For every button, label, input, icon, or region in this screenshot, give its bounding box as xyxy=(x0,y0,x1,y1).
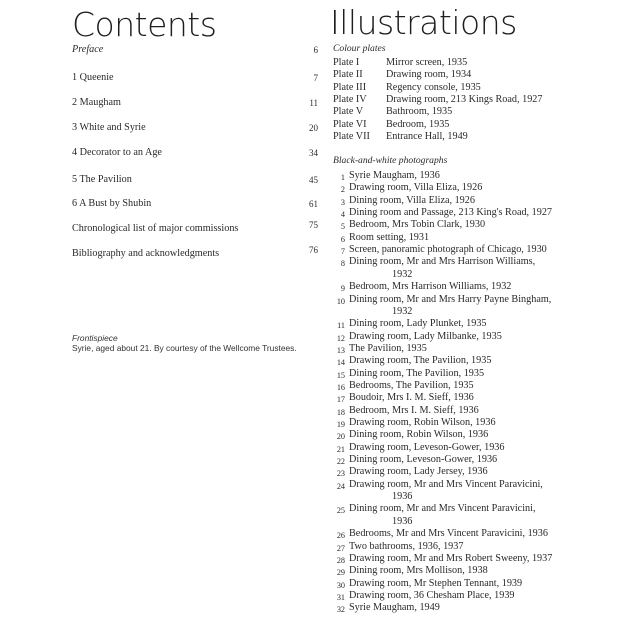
contents-entry-label: 3 White and Syrie xyxy=(72,122,146,133)
photo-caption: Boudoir, Mrs I. M. Sieff, 1936 xyxy=(349,392,474,404)
photo-caption: Two bathrooms, 1936, 1937 xyxy=(349,540,464,552)
photo-caption: Drawing room, Robin Wilson, 1936 xyxy=(349,417,496,428)
photo-number: 26 xyxy=(336,531,345,541)
photo-caption: Dining room, The Pavilion, 1935 xyxy=(349,367,485,379)
frontispiece-note xyxy=(72,333,322,353)
photo-caption: Bedroom, Mrs I. M. Sieff, 1936 xyxy=(349,404,479,416)
photo-caption-continued: 1932 xyxy=(392,305,413,317)
frontispiece-text: Syrie, aged about 21. By courtesy of the Wellcome Trustees. xyxy=(72,343,297,353)
photo-caption: Dining room, Lady Plunket, 1935 xyxy=(349,318,487,330)
plate-caption: Entrance Hall, 1949 xyxy=(386,130,468,142)
photo-number: 25 xyxy=(336,506,345,516)
photo-caption: Drawing room, Lady Milbanke, 1935 xyxy=(349,330,502,342)
photo-caption: Bedroom, Mrs Harrison Williams, 1932 xyxy=(349,281,512,293)
photo-number: 21 xyxy=(336,444,345,454)
plate-caption: Bedroom, 1935 xyxy=(386,118,450,130)
contents-entry-page: 6 xyxy=(313,45,318,55)
photo-caption: Dining room, Villa Eliza, 1926 xyxy=(349,194,475,206)
photo-number: 23 xyxy=(336,469,345,479)
photo-number: 11 xyxy=(337,321,345,331)
contents-entry-page: 7 xyxy=(313,73,318,83)
photo-caption: Drawing room, Mr and Mrs Vincent Paravicini, xyxy=(349,478,543,490)
plate-number: Plate VI xyxy=(333,118,367,130)
contents-entry-page: 45 xyxy=(309,175,318,185)
photo-number: 30 xyxy=(336,580,345,590)
photo-number: 10 xyxy=(336,296,345,306)
plate-number: Plate VII xyxy=(333,130,370,142)
photo-caption: Drawing room, Mr and Mrs Robert Sweeny, 1937 xyxy=(349,552,553,564)
illustrations-heading: Illustrations xyxy=(330,3,517,42)
contents-entry-label: 5 The Pavilion xyxy=(72,174,132,185)
contents-entry-page: 20 xyxy=(309,123,318,133)
photo-number: 27 xyxy=(336,543,345,553)
photo-caption: Dining room, Leveson-Gower, 1936 xyxy=(349,454,498,466)
photo-caption: Drawing room, Lady Jersey, 1936 xyxy=(349,466,488,478)
photo-number: 24 xyxy=(336,481,345,491)
contents-entry-label: Preface xyxy=(72,44,104,55)
photo-number: 1 xyxy=(340,173,345,182)
photo-number: 31 xyxy=(336,592,345,602)
photo-caption-continued: 1936 xyxy=(392,515,413,527)
photo-number: 19 xyxy=(336,420,345,429)
photo-caption: Drawing room, Mr Stephen Tennant, 1939 xyxy=(349,577,523,589)
bw-photographs-heading: Black-and-white photographs xyxy=(333,155,448,166)
photo-caption: Bedrooms, Mr and Mrs Vincent Paravicini, 1936 xyxy=(349,528,548,540)
photo-caption: Dining room, Mr and Mrs Harrison Williams, xyxy=(349,256,536,268)
contents-entry-page: 75 xyxy=(309,220,318,230)
plate-caption: Bathroom, 1935 xyxy=(386,106,453,118)
photo-caption: Dining room, Mr and Mrs Harry Payne Bingham, xyxy=(349,293,552,305)
photo-caption-continued: 1932 xyxy=(392,268,413,280)
photo-number: 18 xyxy=(336,407,345,417)
photo-number: 22 xyxy=(336,457,345,467)
contents-entry-page: 61 xyxy=(309,199,318,209)
photo-caption: Screen, panoramic photograph of Chicago, 1930 xyxy=(349,244,547,256)
plate-number: Plate IV xyxy=(333,93,367,105)
plate-number: Plate II xyxy=(333,69,363,81)
photo-number: 8 xyxy=(340,259,345,269)
contents-entry-page: 34 xyxy=(309,148,318,158)
photo-caption: Dining room, Mr and Mrs Vincent Paravicini, xyxy=(349,503,536,515)
frontispiece-label: Frontispiece xyxy=(72,333,118,343)
photo-number: 2 xyxy=(340,185,345,195)
photo-number: 12 xyxy=(336,333,345,343)
photo-caption: Syrie Maugham, 1949 xyxy=(349,602,440,614)
contents-entry-page: 76 xyxy=(309,245,318,255)
photo-caption: Dining room, Mrs Mollison, 1938 xyxy=(349,565,488,577)
plate-number: Plate III xyxy=(333,81,367,93)
photo-caption: Drawing room, Villa Eliza, 1926 xyxy=(349,182,483,194)
photo-caption: Room setting, 1931 xyxy=(349,231,430,243)
photo-number: 9 xyxy=(340,284,345,294)
contents-entry-label: Bibliography and acknowledgments xyxy=(72,248,220,259)
photo-caption: Dining room, Robin Wilson, 1936 xyxy=(349,429,489,441)
photo-number: 3 xyxy=(340,197,345,207)
photo-number: 5 xyxy=(340,222,345,232)
photo-caption: Syrie Maugham, 1936 xyxy=(349,170,440,181)
photo-number: 16 xyxy=(336,382,345,392)
photo-caption: Bedrooms, The Pavilion, 1935 xyxy=(349,379,474,391)
photo-caption-continued: 1936 xyxy=(392,491,413,503)
plate-caption: Drawing room, 213 Kings Road, 1927 xyxy=(386,93,543,105)
photo-caption: The Pavilion, 1935 xyxy=(349,342,427,354)
contents-entry-label: 4 Decorator to an Age xyxy=(72,147,162,158)
photo-number: 29 xyxy=(336,568,345,578)
photo-number: 6 xyxy=(340,234,345,244)
contents-entry-label: 2 Maugham xyxy=(72,97,121,108)
photo-number: 28 xyxy=(336,555,345,565)
plate-number: Plate V xyxy=(333,106,364,118)
photo-number: 15 xyxy=(336,370,345,380)
photo-caption: Drawing room, 36 Chesham Place, 1939 xyxy=(349,589,515,601)
contents-heading: Contents xyxy=(72,5,217,44)
plate-caption: Mirror screen, 1935 xyxy=(386,57,468,68)
photo-number: 7 xyxy=(340,247,345,257)
colour-plates-heading: Colour plates xyxy=(333,43,386,54)
photo-caption: Dining room and Passage, 213 King's Road, 1927 xyxy=(349,207,553,219)
plate-caption: Drawing room, 1934 xyxy=(386,69,472,81)
plate-number: Plate I xyxy=(333,57,360,68)
photo-caption: Bedroom, Mrs Tobin Clark, 1930 xyxy=(349,219,486,231)
photo-caption: Drawing room, Leveson-Gower, 1936 xyxy=(349,441,505,453)
photo-number: 20 xyxy=(336,432,345,442)
photo-number: 14 xyxy=(336,358,345,368)
photo-number: 17 xyxy=(336,395,345,405)
photo-number: 32 xyxy=(336,605,345,615)
photo-number: 13 xyxy=(336,345,345,355)
photo-number: 4 xyxy=(340,210,345,220)
photo-caption: Drawing room, The Pavilion, 1935 xyxy=(349,355,492,367)
contents-entry-label: Chronological list of major commissions xyxy=(72,223,239,234)
contents-entry-label: 1 Queenie xyxy=(72,72,114,83)
plate-caption: Regency console, 1935 xyxy=(386,81,481,93)
contents-entry-page: 11 xyxy=(309,98,318,108)
contents-entry-label: 6 A Bust by Shubin xyxy=(72,198,152,209)
